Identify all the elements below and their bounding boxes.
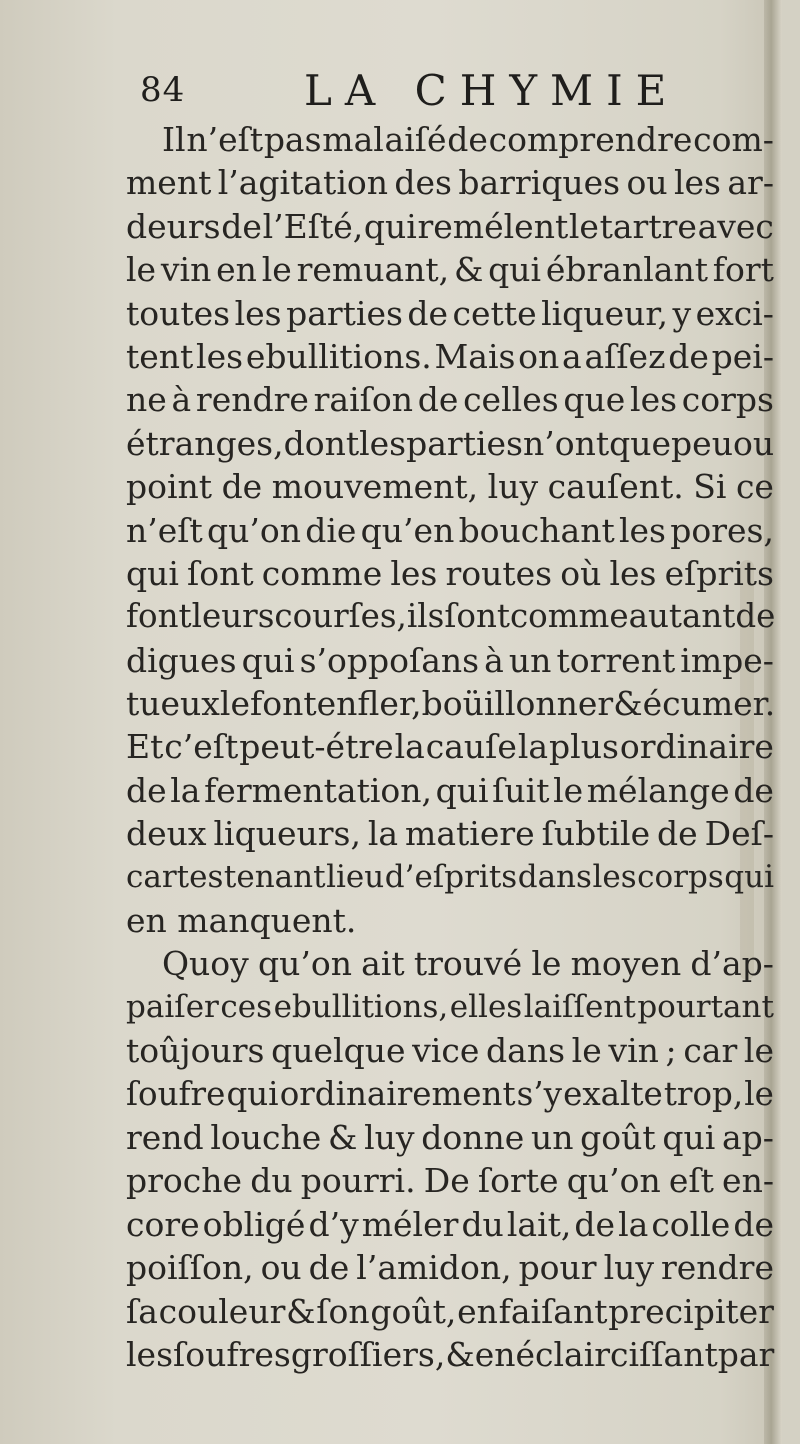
word: pourri. bbox=[300, 1161, 416, 1201]
word: le bbox=[743, 1031, 774, 1071]
word: qui bbox=[662, 1117, 716, 1157]
word: exalte bbox=[563, 1074, 663, 1113]
word: ordinairement bbox=[279, 1074, 516, 1113]
text-line bbox=[126, 1203, 774, 1246]
word: de bbox=[417, 380, 459, 420]
word: la bbox=[170, 770, 201, 810]
word: le bbox=[553, 770, 584, 810]
word: luy bbox=[603, 1248, 655, 1288]
word: n’ont bbox=[522, 423, 610, 463]
word: aſſez bbox=[584, 336, 666, 376]
word: ſorte bbox=[477, 1161, 559, 1201]
word: liqueurs, bbox=[213, 814, 361, 854]
word: com- bbox=[693, 120, 774, 159]
word: vin bbox=[608, 1031, 659, 1071]
word: font bbox=[126, 597, 192, 636]
word: elles bbox=[449, 988, 523, 1025]
word: corps bbox=[681, 380, 774, 420]
word: du bbox=[461, 1204, 504, 1244]
word: font bbox=[250, 684, 317, 724]
text-line bbox=[126, 812, 774, 855]
word: & bbox=[445, 1334, 475, 1374]
word: peu bbox=[671, 423, 733, 463]
word: les bbox=[592, 858, 637, 895]
body-text bbox=[126, 118, 774, 1376]
word: raiſon bbox=[313, 380, 413, 420]
word: a bbox=[562, 336, 582, 376]
word: ap- bbox=[721, 1117, 774, 1157]
word: toutes bbox=[126, 293, 231, 333]
word: plus bbox=[549, 727, 619, 767]
word: corps bbox=[637, 858, 724, 895]
word: mal bbox=[322, 120, 384, 159]
word: de bbox=[407, 293, 449, 333]
page-number: 84 bbox=[140, 70, 186, 110]
word: de bbox=[733, 1204, 774, 1244]
word: en bbox=[474, 1334, 516, 1374]
word: De bbox=[423, 1161, 470, 1201]
word: groſſiers, bbox=[290, 1334, 446, 1374]
word: pourtant bbox=[637, 988, 774, 1025]
word: qui bbox=[488, 250, 542, 290]
text-line bbox=[126, 942, 774, 985]
text-line bbox=[126, 205, 774, 248]
word: trouvé bbox=[413, 944, 523, 984]
word: matiere bbox=[405, 814, 535, 854]
word: en- bbox=[722, 1161, 774, 1201]
text-line bbox=[126, 1333, 774, 1376]
text-line bbox=[126, 552, 774, 595]
word: qui bbox=[126, 553, 179, 593]
word: goût bbox=[580, 1117, 656, 1157]
word: Si bbox=[693, 467, 727, 507]
word: ce bbox=[735, 467, 774, 507]
word: les bbox=[359, 423, 407, 463]
word: deurs bbox=[126, 206, 221, 246]
word: n’eſt bbox=[126, 510, 203, 550]
word: l’agitation bbox=[217, 163, 388, 203]
word: le bbox=[568, 206, 599, 246]
word: dans bbox=[517, 858, 592, 895]
word: tueux bbox=[126, 684, 220, 724]
word: s’oppoſans bbox=[299, 640, 480, 680]
word: la bbox=[618, 1204, 649, 1244]
word: luy bbox=[487, 467, 539, 507]
word: rendre bbox=[195, 380, 309, 420]
word: cauſe bbox=[425, 727, 517, 767]
word: fort bbox=[712, 250, 774, 290]
word: colle bbox=[651, 1204, 731, 1244]
word: ſoufre bbox=[126, 1074, 226, 1113]
text-line bbox=[126, 465, 774, 508]
word: de bbox=[733, 770, 774, 810]
text-line bbox=[126, 595, 774, 638]
word: l’Eſté, bbox=[262, 206, 364, 246]
text-line bbox=[126, 725, 774, 768]
word: ou bbox=[732, 423, 775, 463]
word: ou bbox=[260, 1248, 302, 1288]
word: eſt bbox=[668, 1161, 714, 1201]
word: lait, bbox=[506, 1204, 572, 1244]
word: dont bbox=[283, 423, 360, 463]
word: ; bbox=[665, 1031, 677, 1071]
word: moyen bbox=[570, 944, 682, 984]
word: ordinaire bbox=[619, 727, 774, 767]
word: comme bbox=[509, 597, 629, 636]
word: les bbox=[126, 1334, 174, 1374]
word: torrent bbox=[556, 640, 676, 680]
word: cette bbox=[452, 293, 537, 333]
word: ſoufres bbox=[173, 1334, 291, 1374]
word: qui bbox=[435, 770, 489, 810]
word: cartes bbox=[126, 858, 224, 895]
word: de bbox=[668, 336, 709, 376]
word: mélange bbox=[586, 770, 730, 810]
word: Mais bbox=[434, 336, 516, 376]
word: pei- bbox=[711, 336, 774, 376]
word: un bbox=[530, 1117, 574, 1157]
word: ar- bbox=[727, 163, 774, 203]
text-line bbox=[126, 292, 774, 335]
text-line: en manquent. bbox=[126, 901, 357, 941]
text-line bbox=[126, 378, 774, 421]
word: écumer. bbox=[642, 684, 776, 724]
running-title: LA CHYMIE bbox=[304, 66, 680, 115]
word: de bbox=[574, 1204, 616, 1244]
word: goût, bbox=[370, 1291, 457, 1331]
word: core bbox=[126, 1204, 200, 1244]
text-line bbox=[126, 1246, 774, 1289]
word: cauſent. bbox=[547, 467, 684, 507]
word: & bbox=[613, 684, 643, 724]
word: qui bbox=[241, 640, 295, 680]
word: rend bbox=[126, 1117, 204, 1157]
word: & bbox=[328, 1117, 358, 1157]
word: les bbox=[618, 510, 666, 550]
word: ait bbox=[361, 944, 405, 984]
word: obligé bbox=[202, 1204, 306, 1244]
word: en bbox=[216, 250, 257, 290]
text-line bbox=[126, 161, 774, 204]
word: toûjours bbox=[126, 1031, 265, 1071]
text-line bbox=[126, 335, 774, 378]
word: routes bbox=[445, 553, 553, 593]
word: ſont bbox=[444, 597, 510, 636]
word: des bbox=[394, 163, 452, 203]
word: s’y bbox=[516, 1074, 562, 1113]
word: bouchant bbox=[458, 510, 615, 550]
word: faiſant bbox=[498, 1291, 608, 1331]
word: car bbox=[683, 1031, 738, 1071]
text-line bbox=[126, 986, 774, 1029]
word: enfler, bbox=[316, 684, 422, 724]
word: donne bbox=[421, 1117, 525, 1157]
word: courſes, bbox=[274, 597, 407, 636]
word: ils bbox=[406, 597, 445, 636]
word: barriques bbox=[458, 163, 621, 203]
word: d’ap- bbox=[690, 944, 774, 984]
word: le bbox=[261, 250, 292, 290]
word: remuant, bbox=[296, 250, 450, 290]
word: couleur bbox=[158, 1291, 286, 1331]
word: ſubtile bbox=[541, 814, 651, 854]
word: n’eſt bbox=[186, 120, 264, 159]
word: ſuit bbox=[492, 770, 550, 810]
word: les bbox=[390, 553, 438, 593]
word: comprendre bbox=[488, 120, 693, 159]
paragraph-1 bbox=[126, 118, 774, 942]
word: de bbox=[308, 1248, 350, 1288]
word: l’amidon, bbox=[356, 1248, 512, 1288]
word: celles bbox=[463, 380, 559, 420]
word: un bbox=[508, 640, 552, 680]
word: proche bbox=[126, 1161, 243, 1201]
word: die bbox=[305, 510, 357, 550]
word: les bbox=[630, 380, 678, 420]
text-line bbox=[126, 1029, 774, 1072]
word: comme bbox=[261, 553, 383, 593]
word: du bbox=[250, 1161, 293, 1201]
word: ſa bbox=[126, 1291, 158, 1331]
word: autant bbox=[628, 597, 736, 636]
word: le bbox=[571, 1031, 602, 1071]
word: de bbox=[126, 770, 167, 810]
word: luy bbox=[364, 1117, 415, 1157]
word: mouvement, bbox=[271, 467, 479, 507]
word: éclairciſſant bbox=[515, 1334, 718, 1374]
word: le bbox=[744, 1074, 774, 1113]
word: de bbox=[657, 814, 698, 854]
text-line bbox=[126, 509, 774, 552]
text-line bbox=[126, 422, 774, 465]
word: precipiter bbox=[608, 1291, 774, 1331]
word: pour bbox=[518, 1248, 597, 1288]
word: ébranlant bbox=[545, 250, 708, 290]
word: pas bbox=[263, 120, 322, 159]
word: ment bbox=[126, 163, 212, 203]
word: point bbox=[126, 467, 213, 507]
word: & bbox=[286, 1291, 316, 1331]
word: lieu bbox=[326, 858, 385, 895]
word: leurs bbox=[191, 597, 275, 636]
word: fermentation, bbox=[204, 770, 433, 810]
text-line bbox=[126, 1073, 774, 1116]
word: c’eſt bbox=[164, 727, 239, 767]
word: de bbox=[735, 597, 776, 636]
word: ſont bbox=[187, 553, 254, 593]
word: on bbox=[518, 336, 560, 376]
word: tartre bbox=[599, 206, 697, 246]
word: remélent bbox=[417, 206, 569, 246]
word: d’y bbox=[308, 1204, 359, 1244]
word: ne bbox=[126, 380, 167, 420]
word: les bbox=[609, 553, 657, 593]
word: avec bbox=[697, 206, 774, 246]
text-line bbox=[126, 1290, 774, 1333]
word: la bbox=[394, 727, 425, 767]
word: la bbox=[367, 814, 399, 854]
word: le bbox=[126, 250, 157, 290]
word: méler bbox=[361, 1204, 459, 1244]
word: y bbox=[672, 293, 692, 333]
word: trop, bbox=[663, 1074, 744, 1113]
word: les bbox=[234, 293, 282, 333]
word: paiſer bbox=[126, 988, 219, 1025]
word: ou bbox=[626, 163, 668, 203]
word: vice bbox=[412, 1031, 480, 1071]
word: Quoy bbox=[162, 944, 249, 984]
word: les bbox=[196, 336, 244, 376]
word: qu’on bbox=[258, 944, 352, 984]
word: à bbox=[171, 380, 192, 420]
word: Deſ- bbox=[704, 814, 774, 854]
word: vin bbox=[160, 250, 212, 290]
word: qu’en bbox=[360, 510, 455, 550]
word: qui bbox=[226, 1074, 279, 1113]
word: aiſé bbox=[384, 120, 447, 159]
word: louche bbox=[210, 1117, 322, 1157]
word: dans bbox=[486, 1031, 566, 1071]
word: ces bbox=[220, 988, 273, 1025]
word: deux bbox=[126, 814, 207, 854]
word: de bbox=[447, 120, 488, 159]
word: de bbox=[221, 467, 263, 507]
word: d’eſprits bbox=[384, 858, 518, 895]
paragraph-2 bbox=[126, 942, 774, 1376]
word: le bbox=[219, 684, 251, 724]
word: tenant bbox=[223, 858, 326, 895]
word: qui bbox=[363, 206, 417, 246]
word: ebullitions, bbox=[273, 988, 449, 1025]
word: parties bbox=[286, 293, 403, 333]
text-line bbox=[126, 1116, 774, 1159]
text-line bbox=[126, 639, 774, 682]
word: pores, bbox=[670, 510, 774, 550]
word: par bbox=[717, 1334, 775, 1374]
text-line bbox=[126, 1159, 774, 1202]
text-line bbox=[126, 769, 774, 812]
word: qui bbox=[724, 858, 774, 895]
word: de bbox=[221, 206, 262, 246]
word: poiſſon, bbox=[126, 1248, 254, 1288]
word: impe- bbox=[680, 640, 774, 680]
word: qu’on bbox=[566, 1161, 661, 1201]
word: le bbox=[531, 944, 562, 984]
word: Et bbox=[126, 727, 164, 767]
word: laiſſent bbox=[523, 988, 636, 1025]
word: ebullitions. bbox=[245, 336, 432, 376]
text-line bbox=[126, 248, 774, 291]
word: les bbox=[673, 163, 721, 203]
word: & bbox=[453, 250, 484, 290]
word: Il bbox=[162, 120, 186, 159]
word: ſon bbox=[316, 1291, 370, 1331]
word: quelque bbox=[271, 1031, 406, 1071]
word: digues bbox=[126, 640, 237, 680]
word: rendre bbox=[660, 1248, 774, 1288]
word: eſprits bbox=[664, 553, 774, 593]
word: peut-étre bbox=[239, 727, 394, 767]
word: à bbox=[484, 640, 504, 680]
word: exci- bbox=[695, 293, 774, 333]
word: la bbox=[517, 727, 549, 767]
word: tent bbox=[126, 336, 194, 376]
word: où bbox=[560, 553, 602, 593]
word: que bbox=[609, 423, 672, 463]
word: boüillonner bbox=[421, 684, 614, 724]
word: en bbox=[457, 1291, 498, 1331]
word: que bbox=[563, 380, 626, 420]
word: liqueur, bbox=[541, 293, 668, 333]
word: parties bbox=[406, 423, 523, 463]
text-line bbox=[126, 118, 774, 161]
text-line bbox=[126, 682, 774, 725]
word: qu’on bbox=[206, 510, 301, 550]
page-header bbox=[140, 66, 760, 126]
word: étranges, bbox=[126, 423, 284, 463]
text-line bbox=[126, 856, 774, 899]
